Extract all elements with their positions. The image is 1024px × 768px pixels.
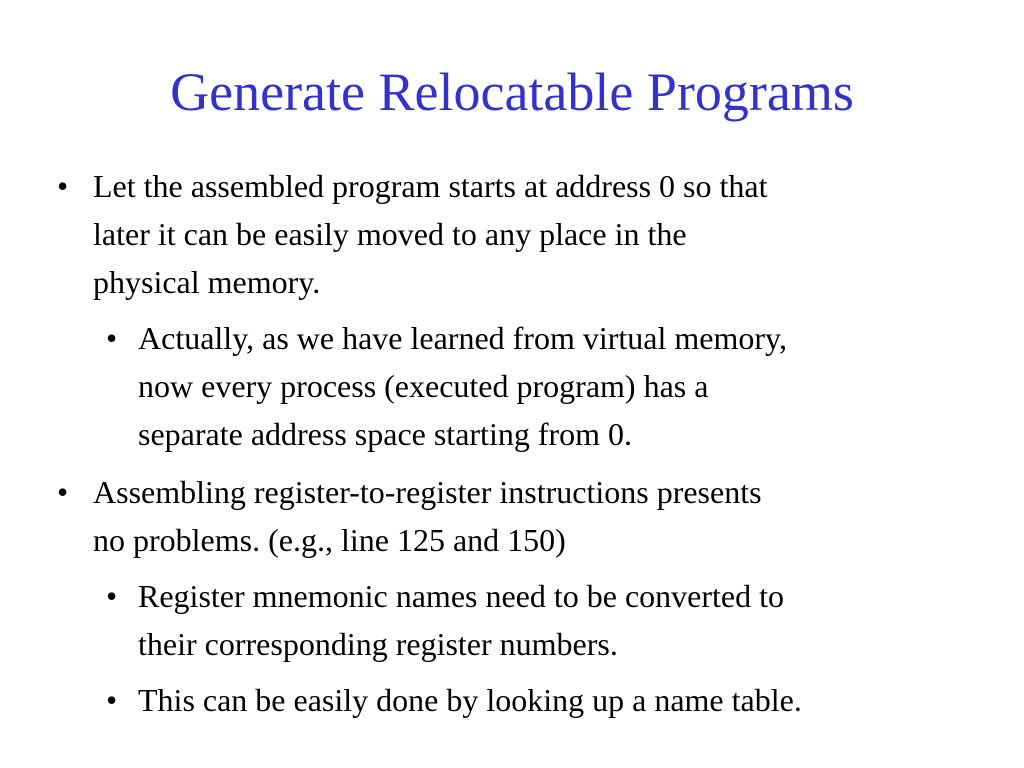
bullet-text <box>93 468 762 564</box>
bullet-line: Register mnemonic names need to be converted to <box>138 578 785 614</box>
bullet-line: Actually, as we have learned from virtual memory, <box>138 320 787 356</box>
bullet-dot-icon: • <box>106 320 118 356</box>
bullet-text <box>93 162 767 306</box>
bullet-text <box>138 572 784 668</box>
bullet-line: This can be easily done by looking up a name table. <box>138 682 802 718</box>
bullet-line: later it can be easily moved to any place in the <box>93 216 687 252</box>
bullet-line: no problems. (e.g., line 125 and 150) <box>93 522 566 558</box>
bullet-line: their corresponding register numbers. <box>138 626 618 662</box>
bullet-dot-icon: • <box>106 682 118 718</box>
bullet-text <box>138 314 787 458</box>
bullet-dot-icon: • <box>57 168 69 204</box>
bullet-line: now every process (executed program) has a <box>138 368 709 404</box>
bullet-dot-icon: • <box>57 474 69 510</box>
bullet-line: separate address space starting from 0. <box>138 416 633 452</box>
bullet-line: physical memory. <box>93 264 321 300</box>
slide-title: Generate Relocatable Programs <box>170 62 854 122</box>
bullet-line: Let the assembled program starts at address 0 so that <box>93 168 768 204</box>
bullet-line: Assembling register-to-register instructions presents <box>93 474 762 510</box>
bullet-text <box>138 676 802 724</box>
bullet-dot-icon: • <box>106 578 118 614</box>
